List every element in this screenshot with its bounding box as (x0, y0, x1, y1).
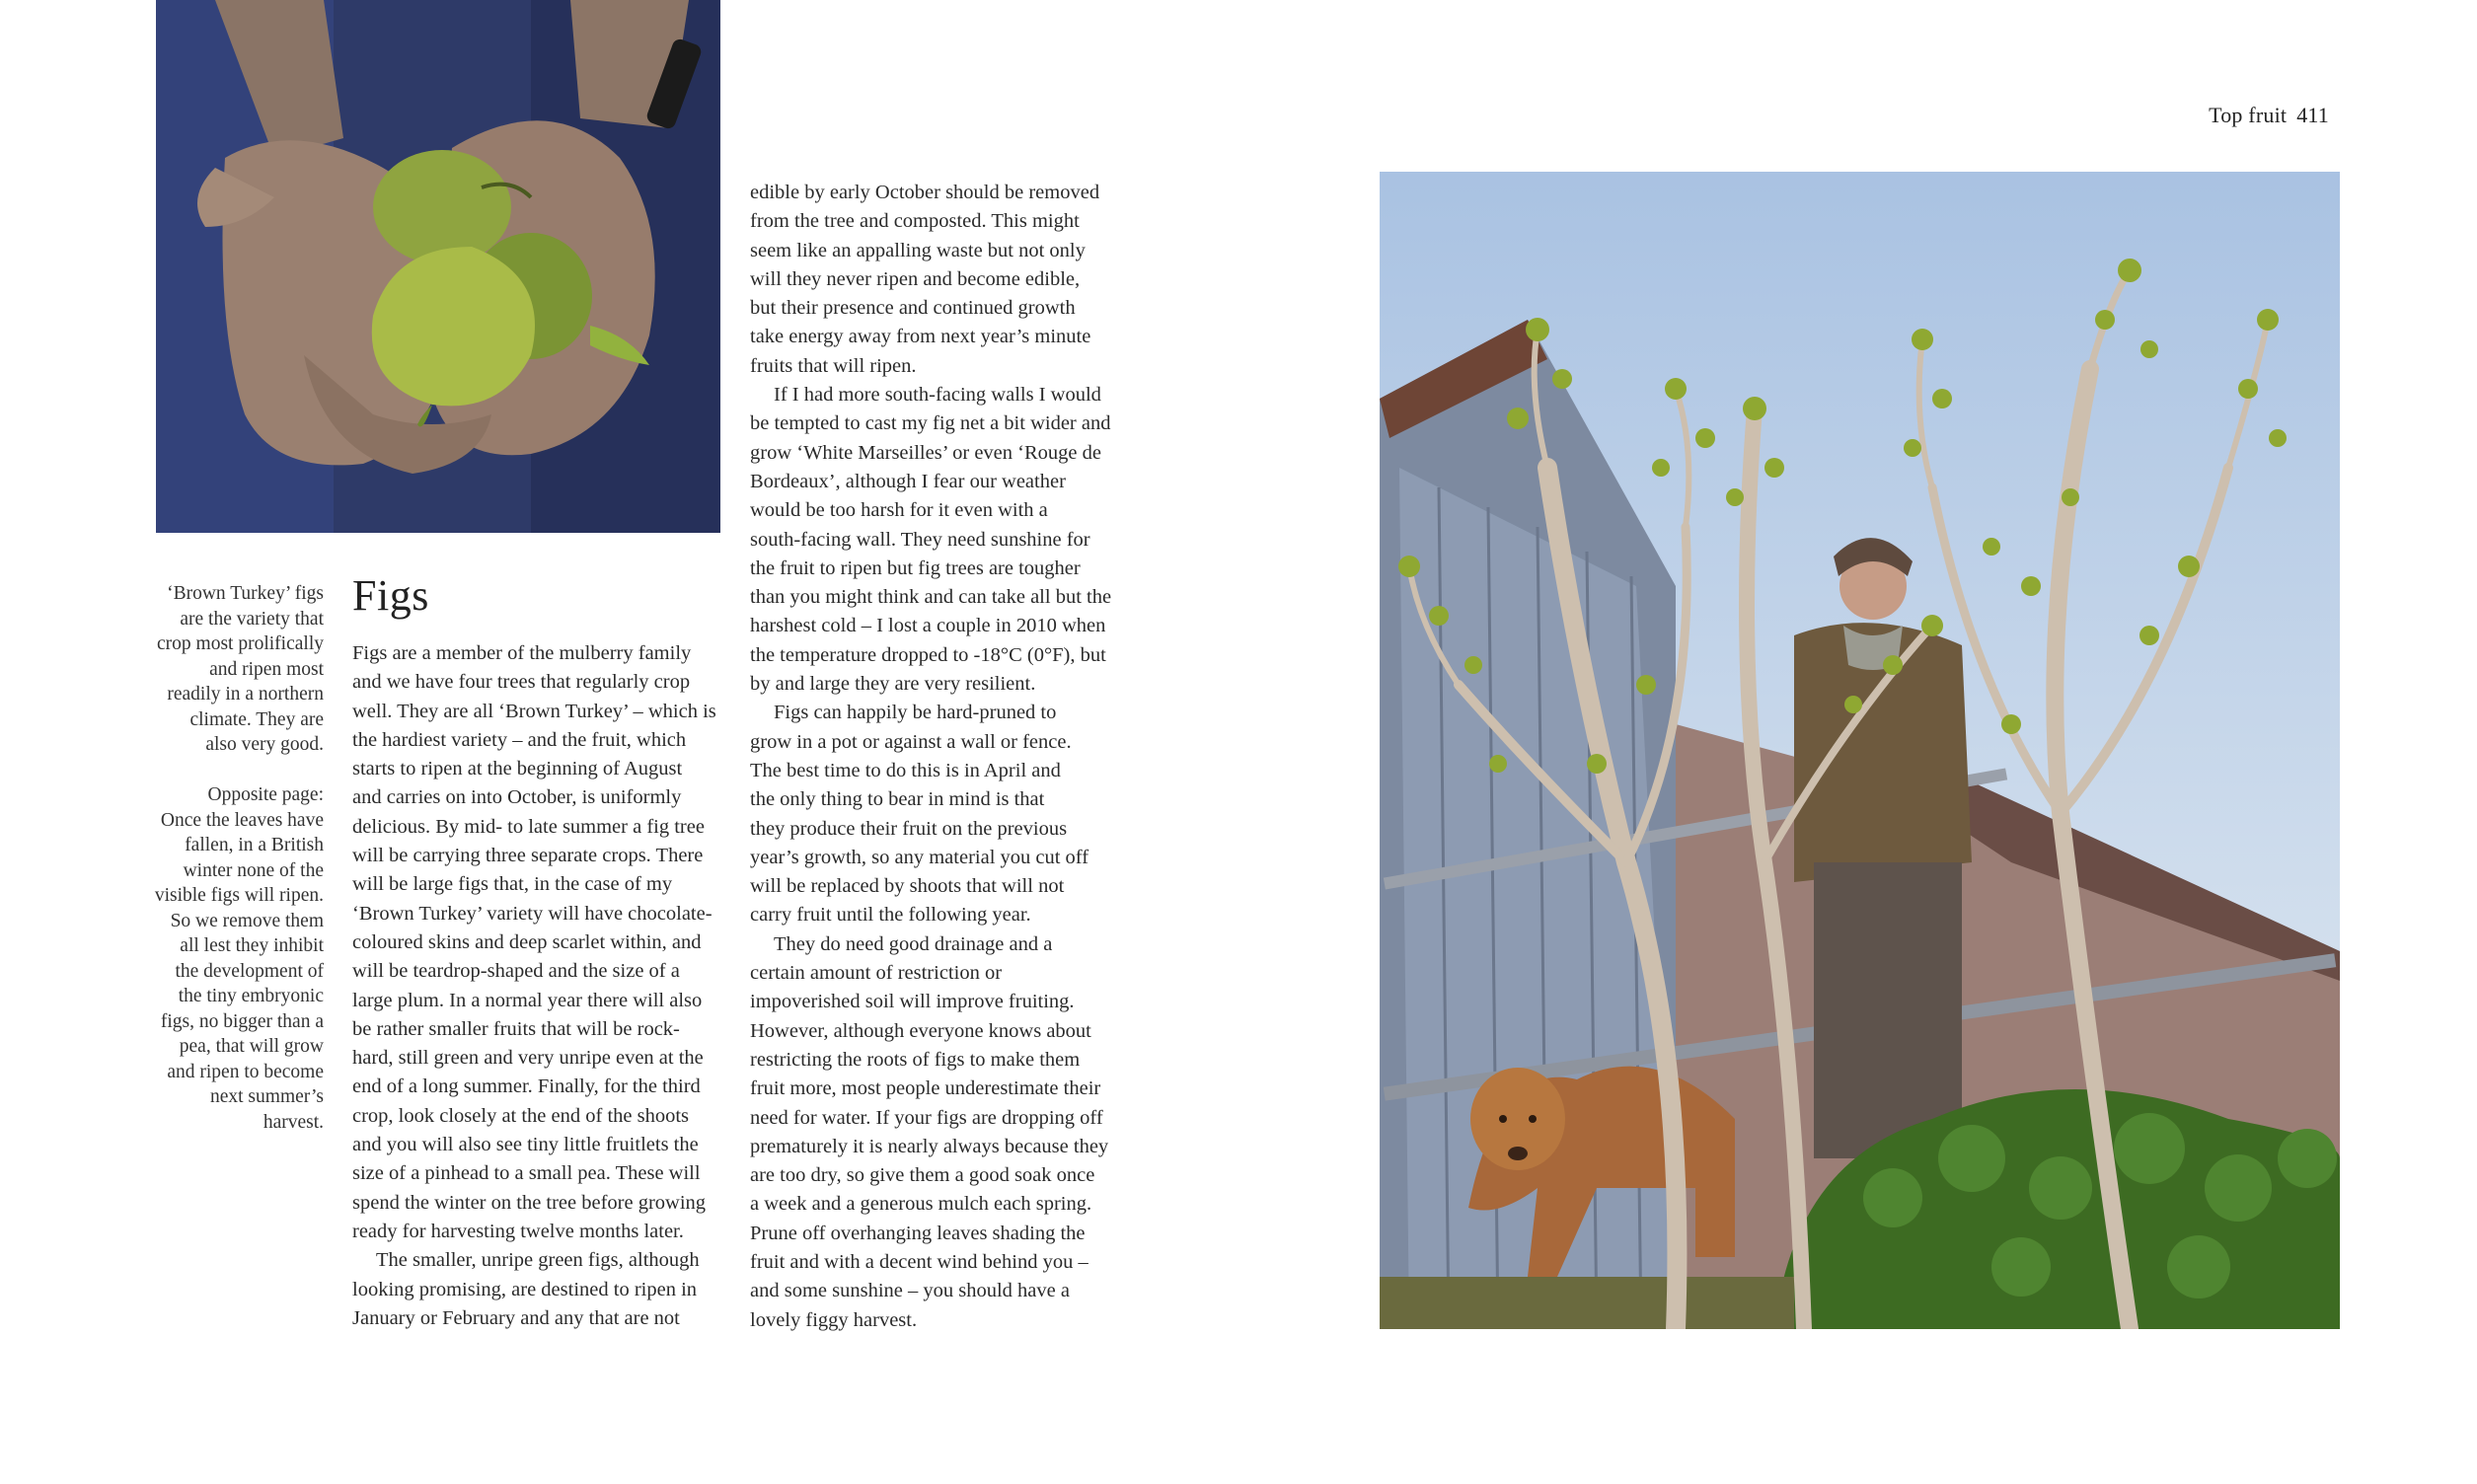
body-line: and we have four trees that regularly crop (352, 671, 691, 694)
caption-line: fallen, in a British (185, 835, 324, 855)
caption-line: climate. They are (189, 708, 324, 730)
body-line: fruit and with a decent wind behind you – (750, 1250, 1088, 1273)
body-line: starts to ripen at the beginning of August (352, 758, 683, 780)
body-line: ready for harvesting twelve months later. (352, 1220, 684, 1242)
body-line: The best time to do this is in April and (750, 759, 1061, 781)
body-line: be rather smaller fruits that will be rock- (352, 1017, 680, 1040)
body-line: and some sunshine – you should have a (750, 1280, 1070, 1302)
body-line: Figs can happily be hard-pruned to (774, 702, 1057, 724)
body-line: will be teardrop-shaped and the size of a (352, 960, 680, 983)
body-line: The smaller, unripe green figs, although (376, 1249, 700, 1272)
body-line: the hardiest variety – and the fruit, which (352, 728, 687, 751)
caption-line: So we remove them (170, 910, 324, 931)
caption-line: Once the leaves have (160, 809, 324, 831)
body-line: large plum. In a normal year there will also (352, 989, 703, 1011)
body-line: take energy away from next year’s minute (750, 326, 1091, 348)
body-line: size of a pinhead to a small pea. These will (352, 1162, 701, 1185)
body-line: harshest cold – I lost a couple in 2010 when (750, 615, 1106, 637)
caption-line: Opposite page: (207, 784, 324, 805)
body-line: and carries on into October, is uniformly (352, 786, 682, 809)
caption-line: figs, no bigger than a (160, 1010, 324, 1032)
body-line: a week and a generous mulch each spring. (750, 1193, 1092, 1216)
caption-brown-turkey (150, 581, 324, 758)
body-line: are too dry, so give them a good soak once (750, 1164, 1095, 1187)
body-line: Prune off overhanging leaves shading the (750, 1222, 1086, 1244)
body-line: fruits that will ripen. (750, 354, 917, 377)
body-line: spend the winter on the tree before growing (352, 1191, 707, 1214)
photo-fig-tree-with-gardener (1380, 172, 2340, 1329)
body-line: However, although everyone knows about (750, 1019, 1091, 1042)
caption-line: readily in a northern (167, 684, 324, 705)
caption-line: ‘Brown Turkey’ figs (167, 583, 324, 604)
body-line: prematurely it is nearly always because they (750, 1135, 1109, 1157)
caption-line: and ripen to become (167, 1061, 324, 1082)
caption-line: harvest. (263, 1111, 324, 1133)
body-line: year’s growth, so any material you cut off (750, 846, 1089, 868)
body-line: seem like an appalling waste but not only (750, 239, 1086, 261)
body-line: they produce their fruit on the previous (750, 817, 1068, 840)
body-column-2 (750, 179, 1125, 1335)
body-line: ‘Brown Turkey’ variety will have chocolate- (352, 902, 713, 925)
body-line: end of a long summer. Finally, for the third (352, 1076, 701, 1098)
body-line: be tempted to cast my fig net a bit wider and (750, 412, 1111, 435)
body-line: grow ‘White Marseilles’ or even ‘Rouge de (750, 441, 1101, 464)
body-line: hard, still green and very unripe even at the (352, 1047, 704, 1070)
body-line: carry fruit until the following year. (750, 904, 1031, 927)
body-line: looking promising, are destined to ripen in (352, 1278, 698, 1300)
caption-line: all lest they inhibit (180, 935, 324, 956)
photo-hands-holding-figs (156, 0, 720, 533)
body-line: from the tree and composted. This might (750, 210, 1080, 233)
running-head-section: Top fruit (2209, 103, 2288, 127)
caption-line: also very good. (205, 734, 324, 755)
caption-line: crop most prolifically (157, 633, 324, 654)
body-line: grow in a pot or against a wall or fence. (750, 730, 1072, 753)
body-line: fruit more, most people underestimate their (750, 1077, 1101, 1100)
caption-line: visible figs will ripen. (154, 885, 324, 906)
body-line: will be carrying three separate crops. There (352, 845, 704, 867)
body-line: the fruit to ripen but fig trees are tougher (750, 556, 1081, 579)
body-line: the only thing to bear in mind is that (750, 788, 1045, 811)
caption-opposite-page (150, 782, 324, 1135)
body-line: If I had more south-facing walls I would (774, 384, 1101, 407)
body-line: by and large they are very resilient. (750, 673, 1036, 696)
body-line: than you might think and can take all but the (750, 586, 1112, 609)
body-line: and you will also see tiny little fruitlets the (352, 1134, 699, 1156)
body-line: but their presence and continued growth (750, 297, 1076, 320)
body-column-1 (352, 639, 727, 1333)
body-line: will be large figs that, in the case of my (352, 873, 673, 896)
figs-illustration (156, 0, 720, 533)
body-line: They do need good drainage and a (774, 932, 1053, 955)
caption-line: next summer’s (209, 1086, 324, 1107)
body-line: delicious. By mid- to late summer a fig tree (352, 815, 705, 838)
body-line: would be too harsh for it even with a (750, 499, 1048, 522)
body-line: Bordeaux’, although I fear our weather (750, 470, 1066, 492)
caption-line: the tiny embryonic (178, 986, 324, 1006)
body-line: edible by early October should be removed (750, 182, 1100, 203)
body-line: coloured skins and deep scarlet within, and (352, 930, 702, 953)
caption-line: and ripen most (209, 658, 324, 680)
body-line: lovely figgy harvest. (750, 1308, 918, 1331)
body-line: impoverished soil will improve fruiting. (750, 991, 1075, 1013)
body-line: will be replaced by shoots that will not (750, 875, 1065, 898)
body-line: will they never ripen and become edible, (750, 267, 1081, 290)
body-line: the temperature dropped to -18°C (0°F), but (750, 643, 1106, 666)
section-heading: Figs (352, 571, 429, 620)
body-line: well. They are all ‘Brown Turkey’ – which is (352, 700, 716, 722)
body-line: restricting the roots of figs to make them (750, 1048, 1081, 1071)
body-line: Figs are a member of the mulberry family (352, 642, 692, 664)
body-line: south-facing wall. They need sunshine for (750, 528, 1090, 551)
page-number: 411 (2296, 103, 2329, 127)
caption-line: are the variety that (180, 608, 324, 630)
fig-tree-illustration (1380, 172, 2340, 1329)
caption-line: pea, that will grow (179, 1036, 324, 1057)
caption-line: winter none of the (183, 859, 324, 881)
body-line: January or February and any that are not (352, 1306, 680, 1329)
body-line: certain amount of restriction or (750, 962, 1003, 985)
running-head (2151, 103, 2329, 128)
body-line: crop, look closely at the end of the shoots (352, 1104, 690, 1127)
body-line: need for water. If your figs are dropping off (750, 1106, 1103, 1129)
caption-line: the development of (175, 960, 324, 982)
